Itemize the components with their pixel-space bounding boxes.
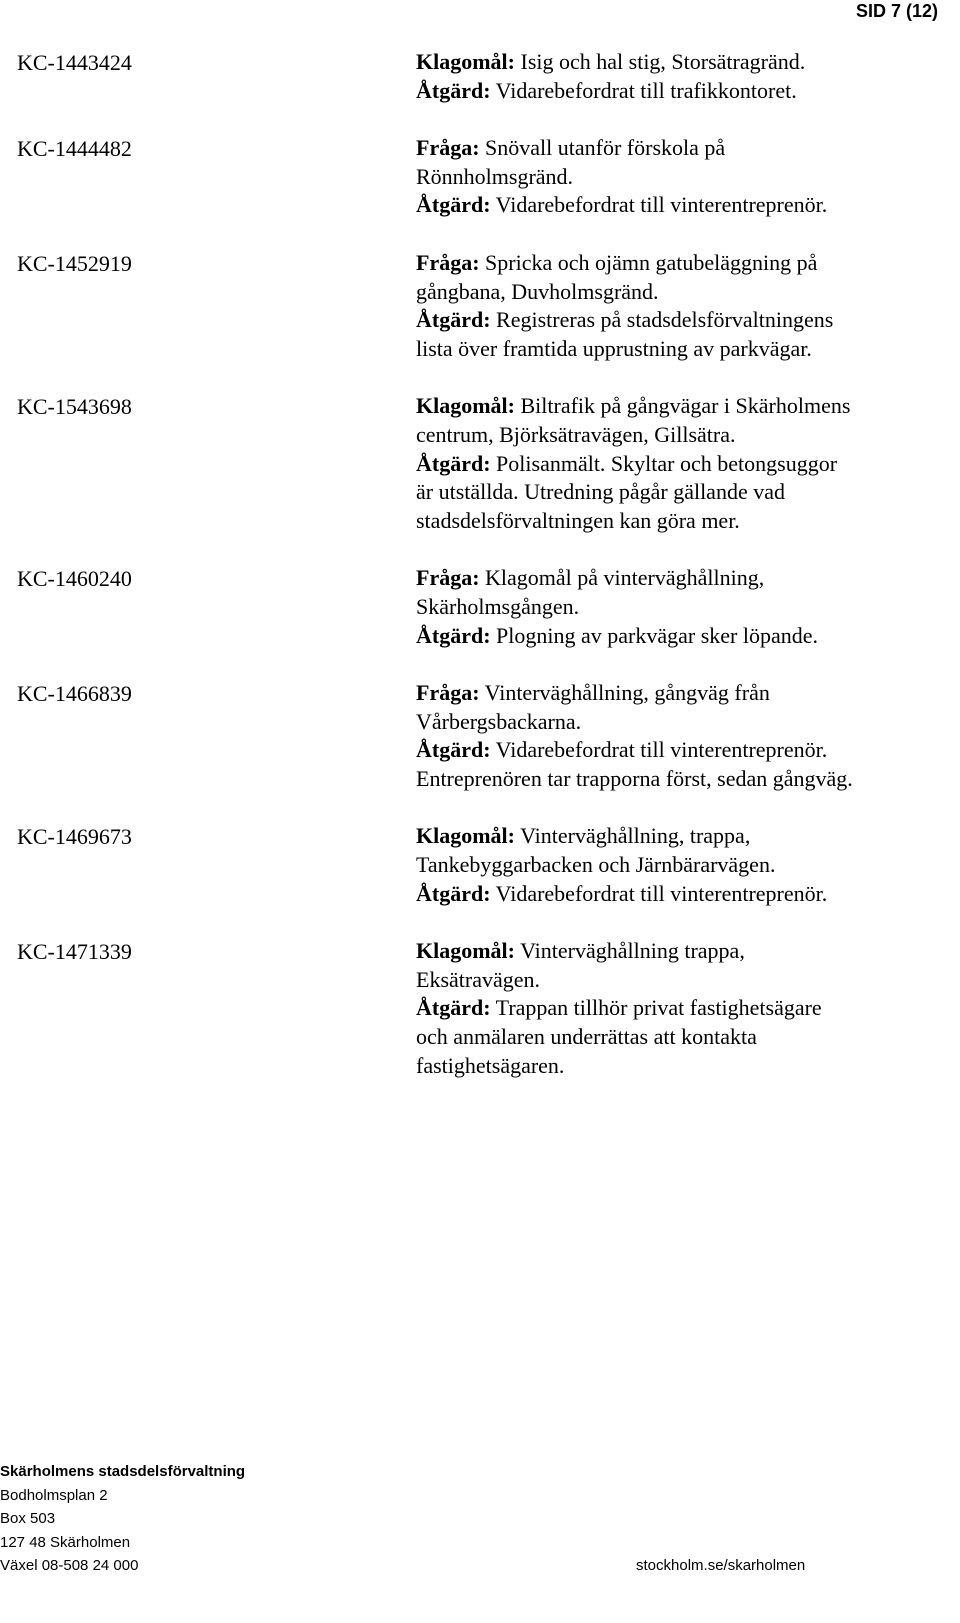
question-text: Klagomål på vinterväghållning, Skärholmsgången. [416, 565, 765, 619]
question-label: Klagomål: [416, 938, 515, 964]
case-action [416, 736, 856, 793]
case-id: KC-1471339 [17, 939, 132, 965]
action-text: Vidarebefordrat till vinterentreprenör. [490, 880, 828, 906]
case-question [416, 134, 856, 191]
question-label: Klagomål: [416, 393, 515, 419]
question-text: Isig och hal stig, Storsätragränd. [515, 49, 806, 74]
action-text: Vidarebefordrat till trafikkontoret. [490, 77, 797, 103]
question-text: Spricka och ojämn gatubeläggning på gångbana, Duvholmsgränd. [416, 249, 818, 304]
action-label: Åtgärd: [416, 192, 491, 218]
action-label: Åtgärd: [416, 737, 491, 763]
case-question [416, 564, 856, 621]
action-label: Åtgärd: [416, 995, 491, 1021]
footer-address-block [0, 1460, 245, 1578]
case-entry [17, 392, 937, 535]
case-entry [17, 249, 937, 363]
question-label: Fråga: [416, 680, 480, 706]
case-entry [17, 48, 937, 105]
question-label: Fråga: [416, 135, 480, 161]
case-question [416, 822, 856, 879]
case-action [416, 622, 856, 651]
case-action [416, 994, 856, 1080]
question-text: Vinterväghållning, gångväg från Vårbergsbackarna. [416, 680, 770, 734]
footer-org-name: Skärholmens stadsdelsförvaltning [0, 1463, 246, 1480]
case-entry [17, 134, 937, 220]
case-question [416, 48, 856, 77]
footer-address-line: 127 48 Skärholmen [0, 1533, 131, 1551]
case-entry [17, 822, 937, 908]
case-question [416, 392, 856, 449]
case-id: KC-1460240 [17, 566, 132, 592]
case-id: KC-1543698 [17, 394, 132, 420]
action-label: Åtgärd: [416, 307, 491, 333]
footer-website: stockholm.se/skarholmen [636, 1557, 806, 1574]
question-text: Vinterväghållning, trappa, Tankebyggarbacken och Järnbärarvägen. [416, 823, 776, 878]
case-id: KC-1466839 [17, 681, 132, 707]
action-text: Registreras på stadsdelsförvaltningens lista över framtida upprustning av parkvägar. [416, 307, 834, 361]
case-action [416, 77, 856, 106]
action-label: Åtgärd: [416, 450, 491, 476]
case-id: KC-1443424 [17, 50, 132, 75]
action-label: Åtgärd: [416, 622, 491, 648]
action-text: Trappan tillhör privat fastighetsägare och anmälaren underrättas att kontakta fastighetsägaren. [416, 995, 822, 1078]
action-text: Vidarebefordrat till vinterentreprenör. Entreprenören tar trapporna först, sedan gångväg. [416, 737, 853, 791]
case-body [416, 392, 856, 535]
case-body [416, 822, 856, 908]
case-body [416, 679, 856, 793]
footer-address-line: Box 503 [0, 1510, 56, 1527]
question-label: Klagomål: [416, 49, 515, 74]
case-body [416, 249, 856, 363]
action-label: Åtgärd: [416, 77, 491, 103]
action-label: Åtgärd: [416, 880, 491, 906]
case-entry [17, 564, 937, 650]
action-text: Polisanmält. Skyltar och betongsuggor är utställda. Utredning pågår gällande vad stadsdelsförvaltningen kan göra mer. [416, 450, 838, 533]
case-body [416, 564, 856, 650]
case-body [416, 48, 856, 105]
question-label: Klagomål: [416, 823, 515, 849]
case-action [416, 450, 856, 536]
question-label: Fråga: [416, 565, 480, 591]
case-action [416, 191, 856, 220]
case-id: KC-1452919 [17, 250, 132, 276]
case-action [416, 306, 856, 363]
case-body [416, 937, 856, 1080]
footer-phone: Växel 08-508 24 000 [0, 1557, 139, 1574]
footer-address-line: Bodholmsplan 2 [0, 1486, 108, 1504]
action-text: Vidarebefordrat till vinterentreprenör. [490, 192, 828, 218]
page-number: SID 7 (12) [855, 1, 938, 21]
question-label: Fråga: [416, 249, 480, 275]
case-question [416, 679, 856, 736]
case-entry [17, 937, 937, 1080]
action-text: Plogning av parkvägar sker löpande. [490, 622, 819, 648]
case-question [416, 937, 856, 994]
case-action [416, 880, 856, 909]
case-id: KC-1469673 [17, 824, 132, 850]
question-text: Biltrafik på gångvägar i Skärholmens centrum, Björksätravägen, Gillsätra. [416, 393, 851, 447]
question-text: Snövall utanför förskola på Rönnholmsgränd. [416, 135, 726, 189]
question-text: Vinterväghållning trappa, Eksätravägen. [416, 938, 745, 992]
case-id: KC-1444482 [17, 136, 132, 162]
case-entry [17, 679, 937, 793]
case-list [17, 48, 937, 1109]
case-question [416, 249, 856, 306]
case-body [416, 134, 856, 220]
